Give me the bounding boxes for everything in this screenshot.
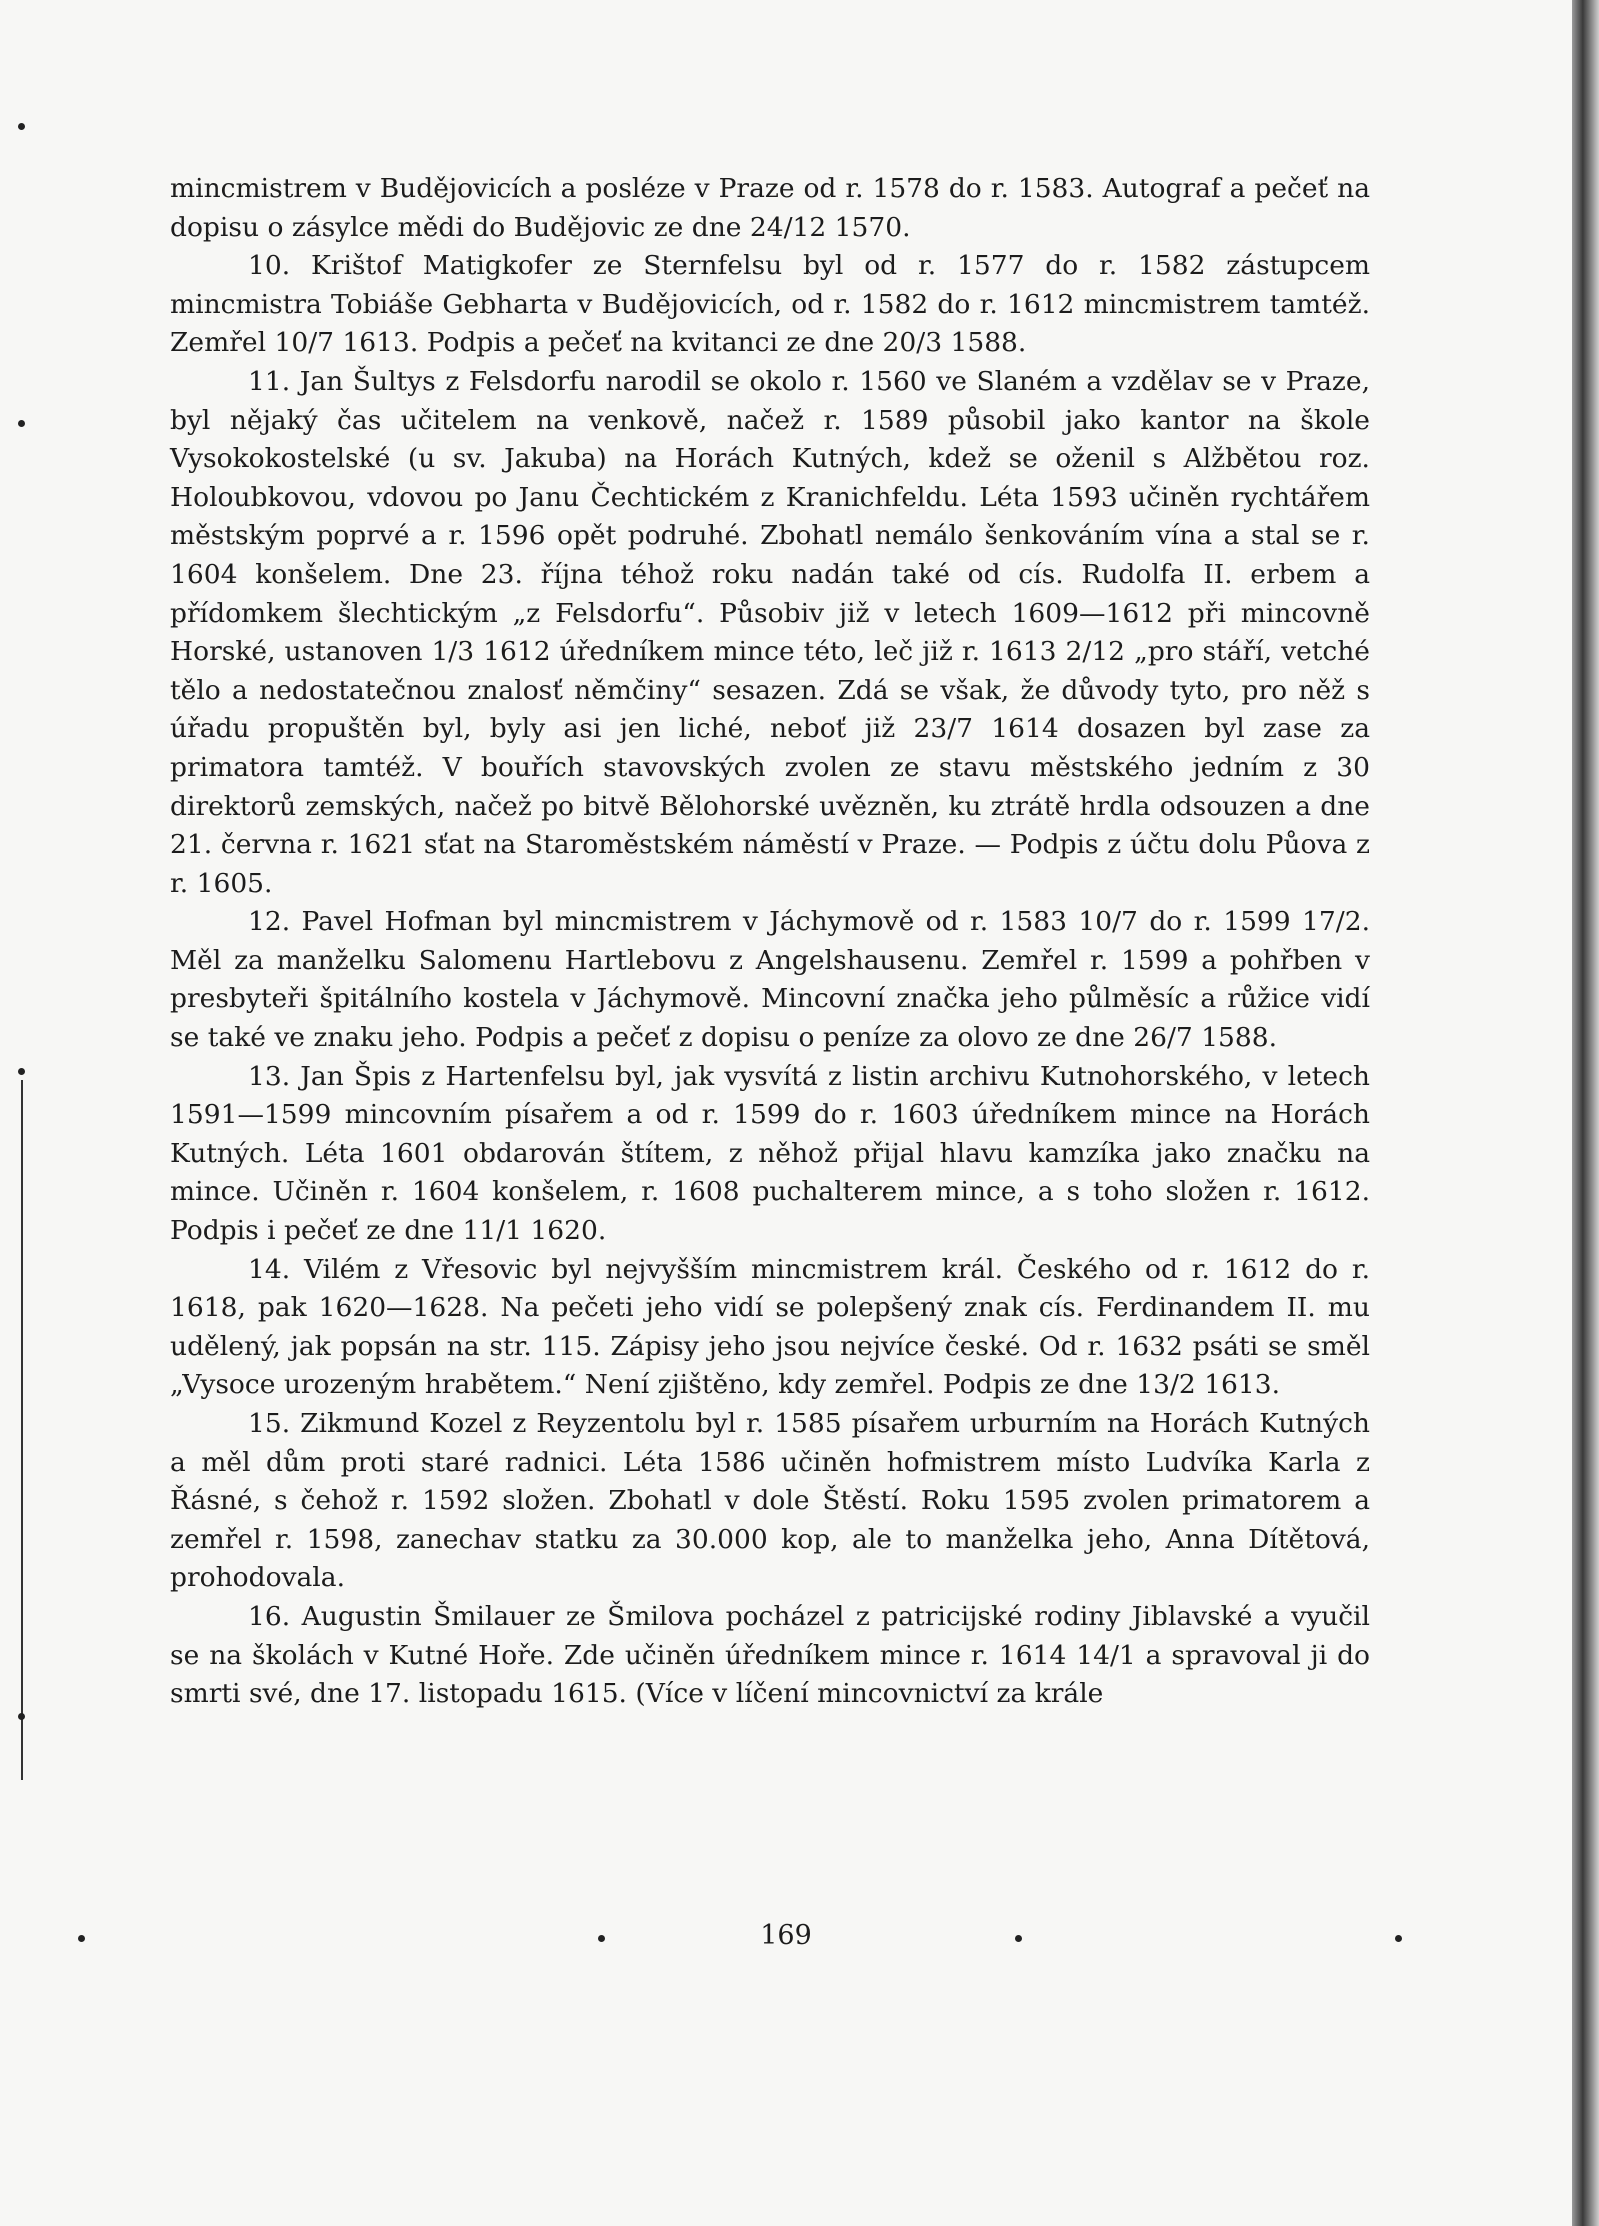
- paragraph-continuation: mincmistrem v Budějovicích a posléze v Praze od r. 1578 do r. 1583. Autograf a pečeť na dopisu o zásylce mědi do Budějovic ze dne 24/12 1570.: [170, 173, 1370, 243]
- paragraph-entry-15: 15. Zikmund Kozel z Reyzentolu byl r. 1585 písařem urburním na Horách Kutných a měl dům proti staré radnici. Léta 1586 učiněn hofmistrem místo Ludvíka Karla z Řásné, s čehož r. 1592 složen. Zbohatl v dole Štěstí. Roku 1595 zvolen primatorem a zemřel r. 1598, zanechav statku za 30.000 kop, ale to manželka jeho, Anna Dítětová, prohodovala.: [170, 1408, 1370, 1594]
- margin-dot: [18, 123, 25, 130]
- page-edge-shadow: [1572, 0, 1599, 2226]
- paragraph-entry-14: 14. Vilém z Vřesovic byl nejvyšším mincmistrem král. Českého od r. 1612 do r. 1618, pak 1620—1628. Na pečeti jeho vidí se polepšený znak cís. Ferdinandem II. mu udělený, jak popsán na str. 115. Zápisy jeho jsou nejvíce české. Od r. 1632 psáti se směl „Vysoce urozeným hrabětem.“ Není zjištěno, kdy zemřel. Podpis ze dne 13/2 1613.: [170, 1253, 1370, 1401]
- paragraph-entry-13: 13. Jan Špis z Hartenfelsu byl, jak vysvítá z listin archivu Kutnohorského, v letech 1591—1599 mincovním písařem a od r. 1599 do r. 1603 úředníkem mince na Horách Kutných. Léta 1601 obdarován štítem, z něhož přijal hlavu kamzíka jako značku na mince. Učiněn r. 1604 konšelem, r. 1608 puchalterem mince, a s toho složen r. 1612. Podpis i pečeť ze dne 11/1 1620.: [170, 1060, 1370, 1247]
- margin-dot: [18, 1713, 25, 1720]
- body-text: [170, 170, 1370, 1714]
- paragraph-entry-10: 10. Krištof Matigkofer ze Sternfelsu byl od r. 1577 do r. 1582 zástupcem mincmistra Tobiáše Gebharta v Budějovicích, od r. 1582 do r. 1612 mincmistrem tamtéž. Zemřel 10/7 1613. Podpis a pečeť na kvitanci ze dne 20/3 1588.: [170, 250, 1370, 359]
- paragraph-entry-12: 12. Pavel Hofman byl mincmistrem v Jáchymově od r. 1583 10/7 do r. 1599 17/2. Měl za manželku Salomenu Hartlebovu z Angelshausenu. Zemřel r. 1599 a pohřben v presbyteři špitálního kostela v Jáchymově. Mincovní značka jeho půlměsíc a růžice vidí se také ve znaku jeho. Podpis a pečeť z dopisu o peníze za olovo ze dne 26/7 1588.: [170, 906, 1370, 1054]
- margin-rule: [21, 1080, 23, 1780]
- page-number: 169: [760, 1920, 812, 1951]
- paragraph-entry-16: 16. Augustin Šmilauer ze Šmilova pocházel z patricijské rodiny Jiblavské a vyučil se na školách v Kutné Hoře. Zde učiněn úředníkem mince r. 1614 14/1 a spravoval ji do smrti své, dne 17. listopadu 1615. (Více v líčení mincovnictví za krále: [170, 1600, 1370, 1710]
- margin-dot: [18, 420, 25, 427]
- paragraph-entry-11: 11. Jan Šultys z Felsdorfu narodil se okolo r. 1560 ve Slaném a vzdělav se v Praze, byl nějaký čas učitelem na venkově, načež r. 1589 působil jako kantor na škole Vysokokostelské (u sv. Jakuba) na Horách Kutných, kdež se oženil s Alžbětou roz. Holoubkovou, vdovou po Janu Čechtickém z Kranichfeldu. Léta 1593 učiněn rychtářem městským poprvé a r. 1596 opět podruhé. Zbohatl nemálo šenkováním vína a stal se r. 1604 konšelem. Dne 23. října téhož roku nadán také od cís. Rudolfa II. erbem a přídomkem šlechtickým „z Felsdorfu“. Působiv již v letech 1609—1612 při mincovně Horské, ustanoven 1/3 1612 úředníkem mince této, leč již r. 1613 2/12 „pro stáří, vetché tělo a nedostatečnou znalosť němčiny“ sesazen. Zdá se však, že důvody tyto, pro něž s úřadu propuštěn byl, byly asi jen liché, neboť již 23/7 1614 dosazen byl zase za primatora tamtéž. V bouřích stavovských zvolen ze stavu městského jedním z 30 direktorů zemských, načež po bitvě Bělohorské uvězněn, ku ztrátě hrdla odsouzen a dne 21. června r. 1621 sťat na Staroměstském náměstí v Praze. — Podpis z účtu dolu Půova z r. 1605.: [170, 365, 1370, 899]
- margin-dot: [18, 1068, 25, 1075]
